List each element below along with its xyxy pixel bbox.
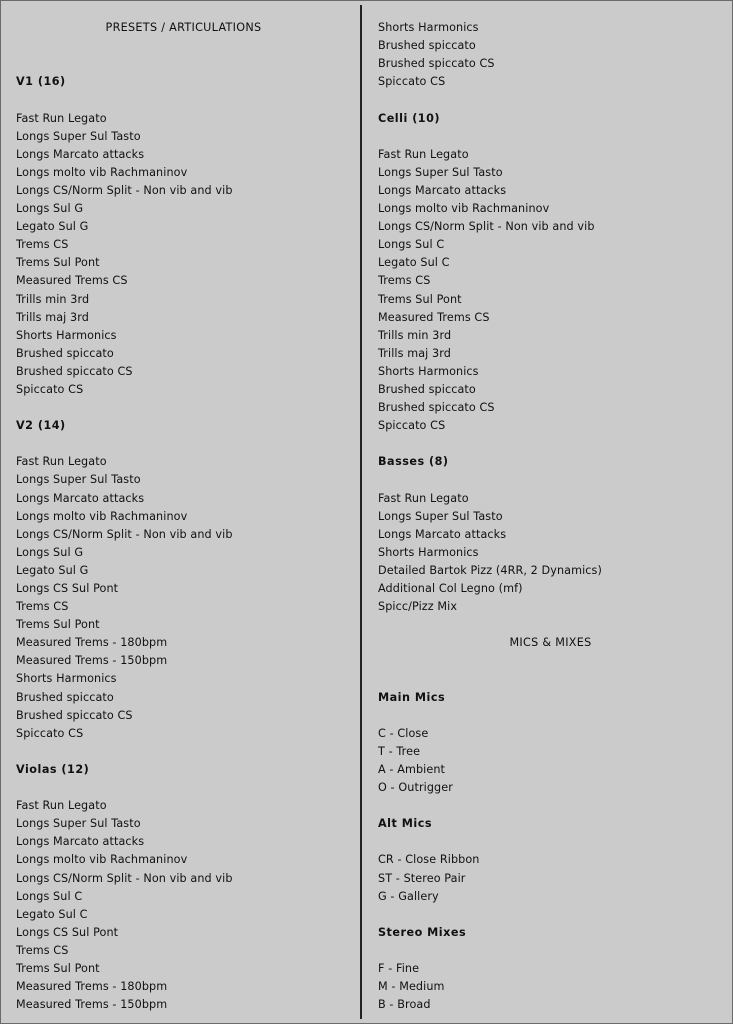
right-column xyxy=(378,1,723,1014)
basses-section xyxy=(378,453,723,616)
list-item: Trems Sul Pont xyxy=(16,618,100,632)
stereo-mixes-heading: Stereo Mixes xyxy=(378,925,467,939)
list-item: Shorts Harmonics xyxy=(378,545,479,559)
list-item: Trems CS xyxy=(16,600,69,614)
list-item: Longs Marcato attacks xyxy=(378,527,507,541)
list-item: Trems CS xyxy=(16,238,69,252)
list-item: Longs Marcato attacks xyxy=(16,491,145,505)
list-item: Shorts Harmonics xyxy=(378,364,479,378)
list-item: Longs Sul G xyxy=(16,545,84,559)
list-item: Measured Trems - 180bpm xyxy=(16,636,168,650)
list-item: T - Tree xyxy=(378,744,421,758)
list-item: Longs Marcato attacks xyxy=(16,147,145,161)
alt-mics-heading: Alt Mics xyxy=(378,817,432,831)
list-item: Measured Trems CS xyxy=(378,310,490,324)
list-item: Shorts Harmonics xyxy=(16,672,117,686)
list-item: B - Broad xyxy=(378,998,431,1012)
list-item: F - Fine xyxy=(378,961,420,975)
list-item: Brushed spiccato xyxy=(378,382,476,396)
list-item: Longs Super Sul Tasto xyxy=(378,509,503,523)
list-item: G - Gallery xyxy=(378,889,439,903)
list-item: Longs Super Sul Tasto xyxy=(16,473,141,487)
list-item: Longs Marcato attacks xyxy=(378,183,507,197)
list-item: Longs Super Sul Tasto xyxy=(16,129,141,143)
list-item: Longs Marcato attacks xyxy=(16,835,145,849)
list-item: O - Outrigger xyxy=(378,781,453,795)
list-item: Trems Sul Pont xyxy=(16,256,100,270)
violas-continued-list xyxy=(378,19,723,91)
list-item: Legato Sul C xyxy=(16,907,88,921)
celli-heading: Celli (10) xyxy=(378,111,440,125)
list-item: Brushed spiccato CS xyxy=(16,708,133,722)
list-item: Longs CS/Norm Split - Non vib and vib xyxy=(378,220,595,234)
celli-section xyxy=(378,110,723,436)
main-mics-heading: Main Mics xyxy=(378,690,446,704)
list-item: Brushed spiccato CS xyxy=(378,401,495,415)
list-item: Longs CS/Norm Split - Non vib and vib xyxy=(16,871,233,885)
list-item: Longs Super Sul Tasto xyxy=(16,817,141,831)
list-item: Shorts Harmonics xyxy=(378,21,479,35)
list-item: Legato Sul C xyxy=(378,256,450,270)
list-item: Fast Run Legato xyxy=(378,147,469,161)
list-item: ST - Stereo Pair xyxy=(378,871,466,885)
list-item: Additional Col Legno (mf) xyxy=(378,582,523,595)
list-item: Spiccato CS xyxy=(378,75,446,89)
mics-title: MICS & MIXES xyxy=(509,636,592,650)
list-item: Trems CS xyxy=(378,274,431,288)
list-item: Spiccato CS xyxy=(16,726,84,740)
list-item: Trills maj 3rd xyxy=(16,310,89,324)
list-item: Longs CS Sul Pont xyxy=(16,582,119,595)
list-item: A - Ambient xyxy=(378,762,446,776)
list-item: Trills min 3rd xyxy=(378,328,452,342)
articulation-sections xyxy=(16,73,351,1014)
violas-section-heading: Violas (12) xyxy=(16,762,90,776)
list-item: Measured Trems - 180bpm xyxy=(16,980,168,994)
list-item: Brushed spiccato CS xyxy=(378,57,495,71)
list-item: Shorts Harmonics xyxy=(16,328,117,342)
list-item: Fast Run Legato xyxy=(16,799,107,813)
list-item: Measured Trems - 150bpm xyxy=(16,998,168,1012)
list-item: Longs molto vib Rachmaninov xyxy=(16,165,188,179)
left-column xyxy=(16,1,351,1014)
list-item: Trems Sul Pont xyxy=(378,292,462,306)
list-item: Measured Trems CS xyxy=(16,274,128,288)
list-item: Fast Run Legato xyxy=(378,491,469,505)
list-item: Brushed spiccato xyxy=(16,346,114,360)
list-item: Measured Trems - 150bpm xyxy=(16,654,168,668)
column-divider xyxy=(360,5,362,1019)
list-item: Spicc/Pizz Mix xyxy=(378,600,458,614)
list-item: Trills min 3rd xyxy=(16,292,90,306)
basses-heading: Basses (8) xyxy=(378,455,449,469)
list-item: Longs molto vib Rachmaninov xyxy=(16,509,188,523)
v2-section-heading: V2 (14) xyxy=(16,419,66,433)
list-item: Brushed spiccato xyxy=(378,39,476,53)
v1-section-heading: V1 (16) xyxy=(16,75,66,89)
list-item: Brushed spiccato CS xyxy=(16,364,133,378)
list-item: Trills maj 3rd xyxy=(378,346,451,360)
mic-sections xyxy=(378,689,723,1015)
list-item: Trems CS xyxy=(16,943,69,957)
list-item: Spiccato CS xyxy=(378,419,446,433)
list-item: Longs CS/Norm Split - Non vib and vib xyxy=(16,183,233,197)
list-item: M - Medium xyxy=(378,980,445,994)
list-item: Longs CS Sul Pont xyxy=(16,925,119,939)
list-item: Legato Sul G xyxy=(16,220,89,234)
list-item: CR - Close Ribbon xyxy=(378,853,480,867)
list-item: Fast Run Legato xyxy=(16,111,107,125)
list-item: Longs Sul G xyxy=(16,202,84,216)
list-item: Legato Sul G xyxy=(16,563,89,577)
page-title: PRESETS / ARTICULATIONS xyxy=(105,21,262,35)
list-item: Fast Run Legato xyxy=(16,455,107,469)
list-item: Brushed spiccato xyxy=(16,690,114,704)
list-item: Longs Sul C xyxy=(378,238,445,252)
list-item: Longs Sul C xyxy=(16,889,83,903)
list-item: Longs CS/Norm Split - Non vib and vib xyxy=(16,527,233,541)
list-item: C - Close xyxy=(378,726,429,740)
list-item: Trems Sul Pont xyxy=(16,961,100,975)
list-item: Longs molto vib Rachmaninov xyxy=(16,853,188,867)
list-item: Detailed Bartok Pizz (4RR, 2 Dynamics) xyxy=(378,563,602,577)
list-item: Spiccato CS xyxy=(16,382,84,396)
list-item: Longs Super Sul Tasto xyxy=(378,165,503,179)
list-item: Longs molto vib Rachmaninov xyxy=(378,202,550,216)
